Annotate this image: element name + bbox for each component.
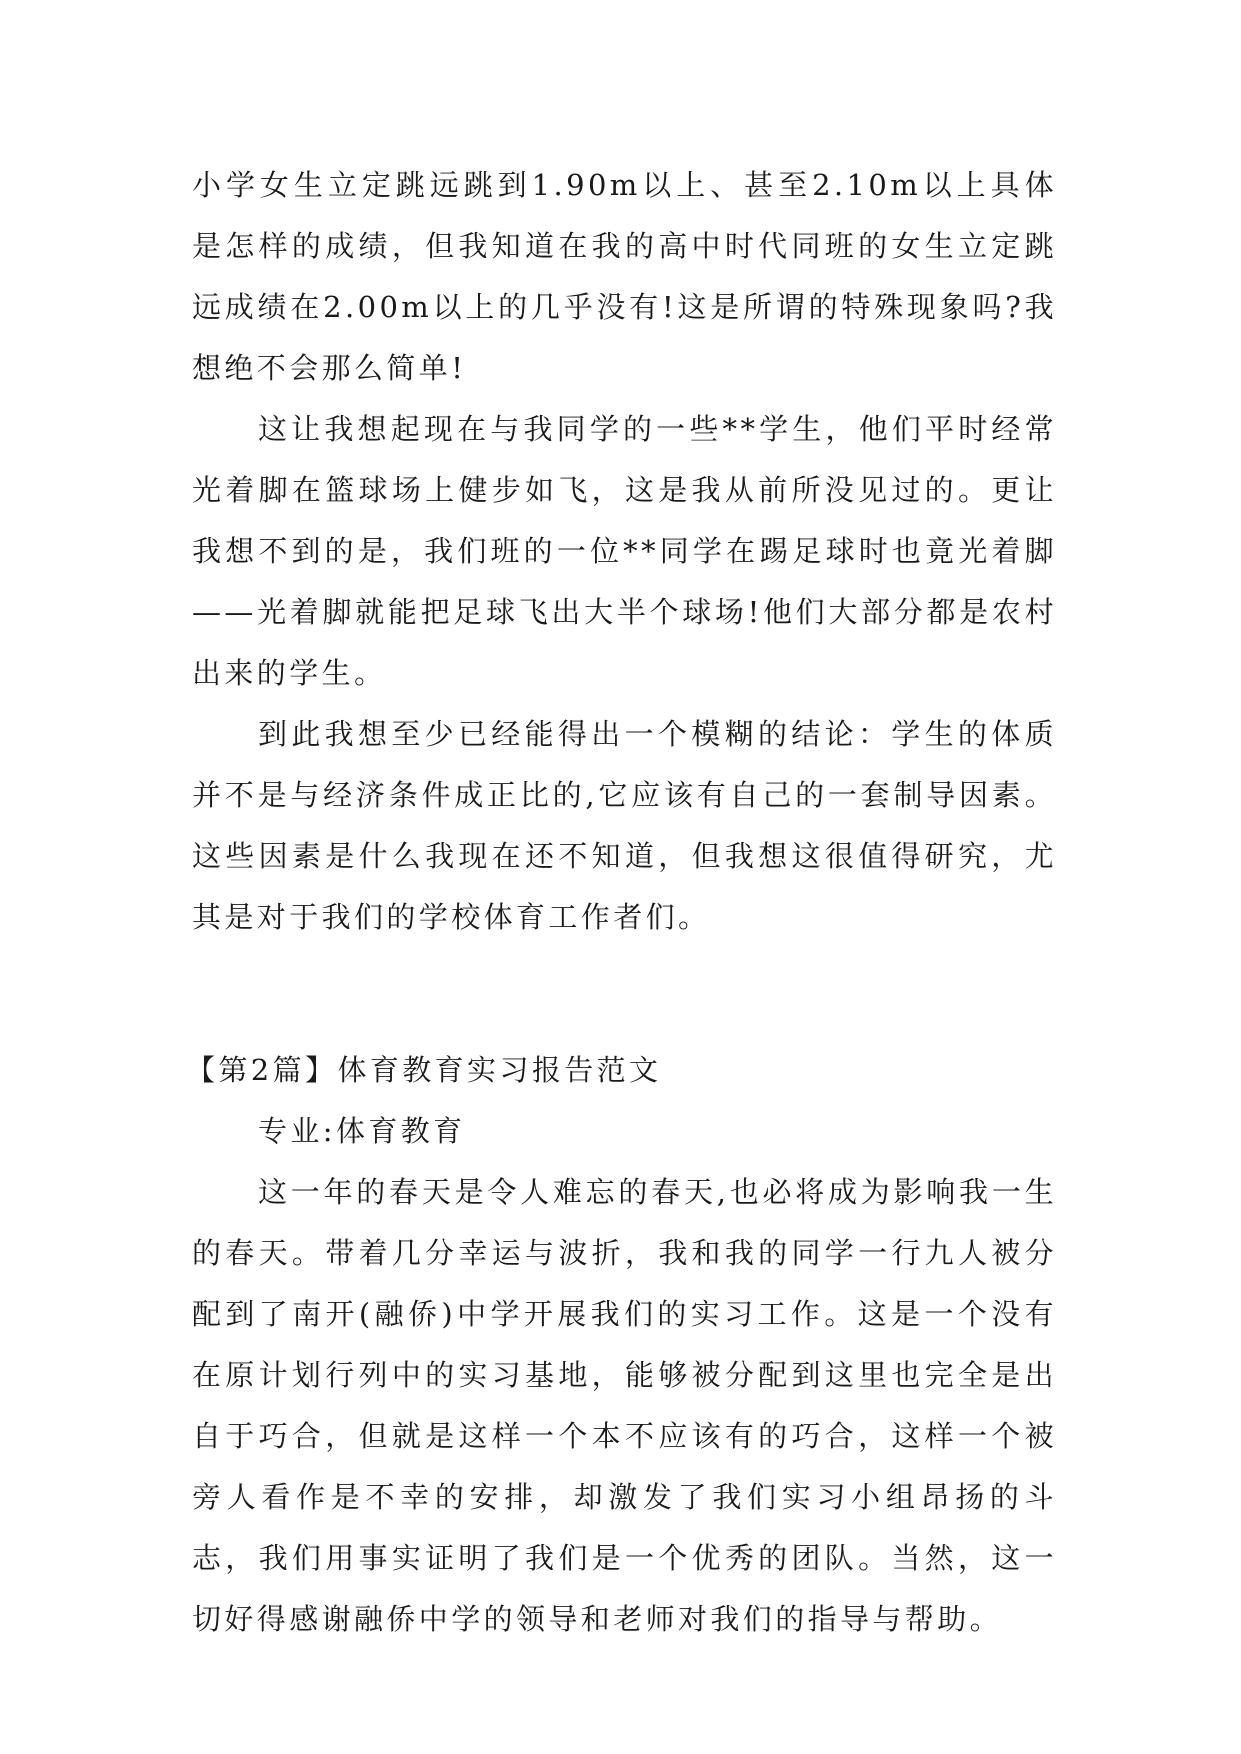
paragraph-3: 到此我想至少已经能得出一个模糊的结论：学生的体质并不是与经济条件成正比的,它应该有自己的一套制导因素。这些因素是什么我现在还不知道，但我想这很值得研究，尤其是对于我们的学校体育工作者们。	[192, 717, 1057, 934]
paragraph-2: 这让我想起现在与我同学的一些**学生，他们平时经常光着脚在篮球场上健步如飞，这是我从前所没见过的。更让我想不到的是，我们班的一位**同学在踢足球时也竟光着脚——光着脚就能把足球飞出大半个球场!他们大部分都是农村出来的学生。	[192, 412, 1057, 690]
major-line: 专业:体育教育	[258, 1114, 466, 1148]
paragraph-4: 这一年的春天是令人难忘的春天,也必将成为影响我一生的春天。带着几分幸运与波折，我和我的同学一行九人被分配到了南开(融侨)中学开展我们的实习工作。这是一个没有在原计划行列中的实习基地，能够被分配到这里也完全是出自于巧合，但就是这样一个本不应该有的巧合，这样一个被旁人看作是不幸的安排，却激发了我们实习小组昂扬的斗志，我们用事实证明了我们是一个优秀的团队。当然，这一切好得感谢融侨中学的领导和老师对我们的指导与帮助。	[192, 1175, 1057, 1636]
document-page	[186, 155, 1057, 1650]
section-heading: 【第2篇】体育教育实习报告范文	[186, 1053, 662, 1087]
paragraph-1: 小学女生立定跳远跳到1.90m以上、甚至2.10m以上具体是怎样的成绩，但我知道在我的高中时代同班的女生立定跳远成绩在2.00m以上的几乎没有!这是所谓的特殊现象吗?我想绝不会那么简单!	[192, 168, 1057, 385]
